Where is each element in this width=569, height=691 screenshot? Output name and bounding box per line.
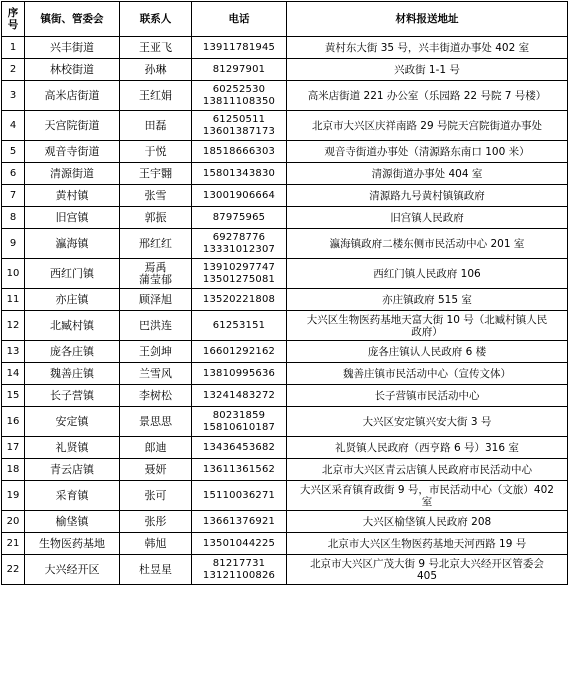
row-address [287,289,568,311]
address-line: 大兴区榆垡镇人民政府 208 [362,515,492,528]
table-row [2,437,568,459]
row-index: 7 [2,185,25,207]
table-row [2,533,568,555]
table-row [2,407,568,437]
row-phone [192,311,287,341]
contact-name: 王剑坤 [139,344,172,358]
table-row [2,363,568,385]
row-address [287,207,568,229]
row-address [287,141,568,163]
contact-name: 张可 [144,488,167,502]
contact-name: 蒲莹郁 [139,272,172,286]
row-contact [120,259,192,289]
row-contact [120,141,192,163]
row-phone [192,185,287,207]
table-row [2,59,568,81]
address-line: 大兴区采育镇育政街 9 号，市民活动中心（文旅）402 [300,483,554,496]
row-street: 礼贤镇 [25,437,120,459]
address-line: 魏善庄镇市民活动中心（宣传文体） [343,367,511,380]
phone-number: 13911781945 [202,41,276,53]
address-line: 旧宫镇人民政府 [390,211,464,224]
row-index: 15 [2,385,25,407]
row-index: 20 [2,511,25,533]
row-address [287,311,568,341]
contact-table [1,1,568,585]
row-phone [192,407,287,437]
table-row [2,81,568,111]
row-address [287,229,568,259]
contact-name: 张彤 [144,514,167,528]
row-street: 西红门镇 [25,259,120,289]
address-line: 清源街道办事处 404 室 [371,167,483,180]
table-row [2,341,568,363]
row-index: 8 [2,207,25,229]
row-address [287,511,568,533]
address-line: 观音寺街道办事处（清源路东南口 100 米） [324,145,530,158]
table-row [2,289,568,311]
row-contact [120,533,192,555]
row-index: 4 [2,111,25,141]
row-address [287,385,568,407]
row-contact [120,81,192,111]
phone-number: 87975965 [212,211,266,223]
address-line: 政府） [411,325,443,338]
row-address [287,111,568,141]
row-index: 16 [2,407,25,437]
contact-name: 焉禹 [144,260,167,274]
row-index: 3 [2,81,25,111]
phone-number: 16601292162 [202,345,276,357]
row-street: 旧宫镇 [25,207,120,229]
contact-name: 景思思 [139,414,172,428]
row-address [287,81,568,111]
row-address [287,185,568,207]
row-phone [192,111,287,141]
row-street: 清源街道 [25,163,120,185]
row-index: 6 [2,163,25,185]
address-line: 高米店街道 221 办公室（乐园路 22 号院 7 号楼） [307,89,547,102]
row-contact [120,481,192,511]
header-index: 序号 [2,2,25,37]
table-row [2,511,568,533]
row-contact [120,59,192,81]
address-line: 黄村东大街 35 号，兴丰街道办事处 402 室 [324,41,530,54]
table-row [2,481,568,511]
phone-number: 13611361562 [202,463,276,475]
row-contact [120,207,192,229]
row-index: 19 [2,481,25,511]
row-street: 观音寺街道 [25,141,120,163]
table-row [2,207,568,229]
row-index: 21 [2,533,25,555]
row-address [287,555,568,585]
row-contact [120,341,192,363]
phone-number: 61250511 [212,113,266,125]
address-line: 北京市大兴区生物医药基地天河西路 19 号 [327,537,527,550]
phone-number: 15810610187 [202,421,276,433]
address-line: 大兴区安定镇兴安大街 3 号 [362,415,492,428]
table-row [2,259,568,289]
address-line: 清源路九号黄村镇镇政府 [369,189,485,202]
address-line: 庞各庄镇认人民政府 6 楼 [367,345,487,358]
contact-name: 张雪 [144,188,167,202]
row-index: 13 [2,341,25,363]
phone-number: 81297901 [212,63,266,75]
phone-number: 69278776 [212,231,266,243]
table-body [2,37,568,585]
phone-number: 13436453682 [202,441,276,453]
phone-number: 13661376921 [202,515,276,527]
row-street: 兴丰街道 [25,37,120,59]
address-line: 北京市大兴区庆祥南路 29 号院天宫院街道办事处 [311,119,543,132]
contact-name: 兰雪风 [139,366,172,380]
phone-number: 13810995636 [202,367,276,379]
row-contact [120,37,192,59]
row-phone [192,289,287,311]
row-index: 18 [2,459,25,481]
contact-name: 于悦 [144,144,167,158]
row-index: 9 [2,229,25,259]
row-phone [192,533,287,555]
row-address [287,437,568,459]
address-line: 405 [416,569,438,582]
phone-number: 13501275081 [202,273,276,285]
address-line: 亦庄镇政府 515 室 [382,293,472,306]
phone-number: 61253151 [212,319,266,331]
row-address [287,363,568,385]
row-address [287,37,568,59]
address-line: 瀛海镇政府二楼东侧市民活动中心 201 室 [329,237,525,250]
row-street: 林校街道 [25,59,120,81]
row-street: 亦庄镇 [25,289,120,311]
contact-name: 孙琳 [144,62,167,76]
phone-number: 13601387173 [202,125,276,137]
phone-number: 13520221808 [202,293,276,305]
row-phone [192,81,287,111]
phone-number: 80231859 [212,409,266,421]
row-contact [120,407,192,437]
address-line: 大兴区生物医药基地天富大街 10 号（北臧村镇人民 [306,313,548,326]
row-street: 安定镇 [25,407,120,437]
row-phone [192,363,287,385]
row-contact [120,229,192,259]
row-street: 榆垡镇 [25,511,120,533]
phone-number: 60252530 [212,83,266,95]
row-street: 黄村镇 [25,185,120,207]
header-street: 镇街、管委会 [25,2,120,37]
row-phone [192,59,287,81]
row-phone [192,163,287,185]
row-index: 2 [2,59,25,81]
phone-number: 81217731 [212,557,266,569]
row-phone [192,459,287,481]
contact-name: 韩旭 [144,536,167,550]
contact-name: 郎迪 [144,440,167,454]
row-contact [120,555,192,585]
phone-number: 13501044225 [202,537,276,549]
contact-name: 王宇翾 [139,166,172,180]
row-address [287,481,568,511]
row-phone [192,141,287,163]
row-address [287,341,568,363]
row-phone [192,481,287,511]
phone-number: 13910297747 [202,261,276,273]
phone-number: 13001906664 [202,189,276,201]
row-phone [192,37,287,59]
row-index: 1 [2,37,25,59]
row-phone [192,437,287,459]
contact-name: 李树松 [139,388,172,402]
row-address [287,533,568,555]
row-index: 12 [2,311,25,341]
header-phone: 电话 [192,2,287,37]
row-phone [192,385,287,407]
table-row [2,111,568,141]
table-row [2,185,568,207]
row-street: 长子营镇 [25,385,120,407]
phone-number: 15110036271 [202,489,276,501]
row-phone [192,341,287,363]
row-address [287,459,568,481]
phone-number: 13811108350 [202,95,276,107]
row-contact [120,163,192,185]
table-header-row [2,2,568,37]
row-contact [120,289,192,311]
header-contact: 联系人 [120,2,192,37]
row-index: 14 [2,363,25,385]
row-street: 高米店街道 [25,81,120,111]
row-phone [192,259,287,289]
row-street: 采育镇 [25,481,120,511]
row-address [287,407,568,437]
row-address [287,59,568,81]
address-line: 北京市大兴区广茂大街 9 号北京大兴经开区管委会 [310,557,544,570]
table-row [2,37,568,59]
table-row [2,229,568,259]
row-index: 10 [2,259,25,289]
row-street: 瀛海镇 [25,229,120,259]
row-phone [192,511,287,533]
row-street: 魏善庄镇 [25,363,120,385]
table-row [2,141,568,163]
row-contact [120,459,192,481]
contact-name: 邢红红 [139,236,172,250]
address-line: 室 [421,495,433,508]
row-street: 北臧村镇 [25,311,120,341]
row-address [287,163,568,185]
row-contact [120,437,192,459]
row-street: 大兴经开区 [25,555,120,585]
address-line: 长子营镇市民活动中心 [374,389,480,402]
row-index: 22 [2,555,25,585]
row-contact [120,511,192,533]
header-address: 材料报送地址 [287,2,568,37]
row-contact [120,311,192,341]
phone-number: 18518666303 [202,145,276,157]
contact-name: 郭振 [144,210,167,224]
row-index: 5 [2,141,25,163]
phone-number: 13331012307 [202,243,276,255]
document-page [0,1,569,691]
table-row [2,555,568,585]
phone-number: 13121100826 [202,569,276,581]
contact-name: 巴洪连 [139,318,172,332]
contact-name: 聂妍 [144,462,167,476]
row-contact [120,111,192,141]
row-street: 生物医药基地 [25,533,120,555]
row-index: 11 [2,289,25,311]
address-line: 北京市大兴区青云店镇人民政府市民活动中心 [322,463,532,476]
phone-number: 13241483272 [202,389,276,401]
address-line: 礼贤镇人民政府（西亨路 6 号）316 室 [335,441,519,454]
contact-name: 王红娟 [139,88,172,102]
row-phone [192,555,287,585]
row-contact [120,363,192,385]
contact-name: 杜昱星 [139,562,172,576]
row-contact [120,185,192,207]
table-row [2,385,568,407]
row-contact [120,385,192,407]
row-index: 17 [2,437,25,459]
table-row [2,163,568,185]
phone-number: 15801343830 [202,167,276,179]
row-phone [192,229,287,259]
row-street: 青云店镇 [25,459,120,481]
row-address [287,259,568,289]
contact-name: 王亚飞 [139,40,172,54]
row-street: 庞各庄镇 [25,341,120,363]
row-street: 天宫院街道 [25,111,120,141]
contact-name: 田磊 [144,118,167,132]
row-phone [192,207,287,229]
table-row [2,459,568,481]
table-row [2,311,568,341]
address-line: 西红门镇人民政府 106 [373,267,481,280]
address-line: 兴政街 1-1 号 [394,63,460,76]
contact-name: 顾泽旭 [139,292,172,306]
